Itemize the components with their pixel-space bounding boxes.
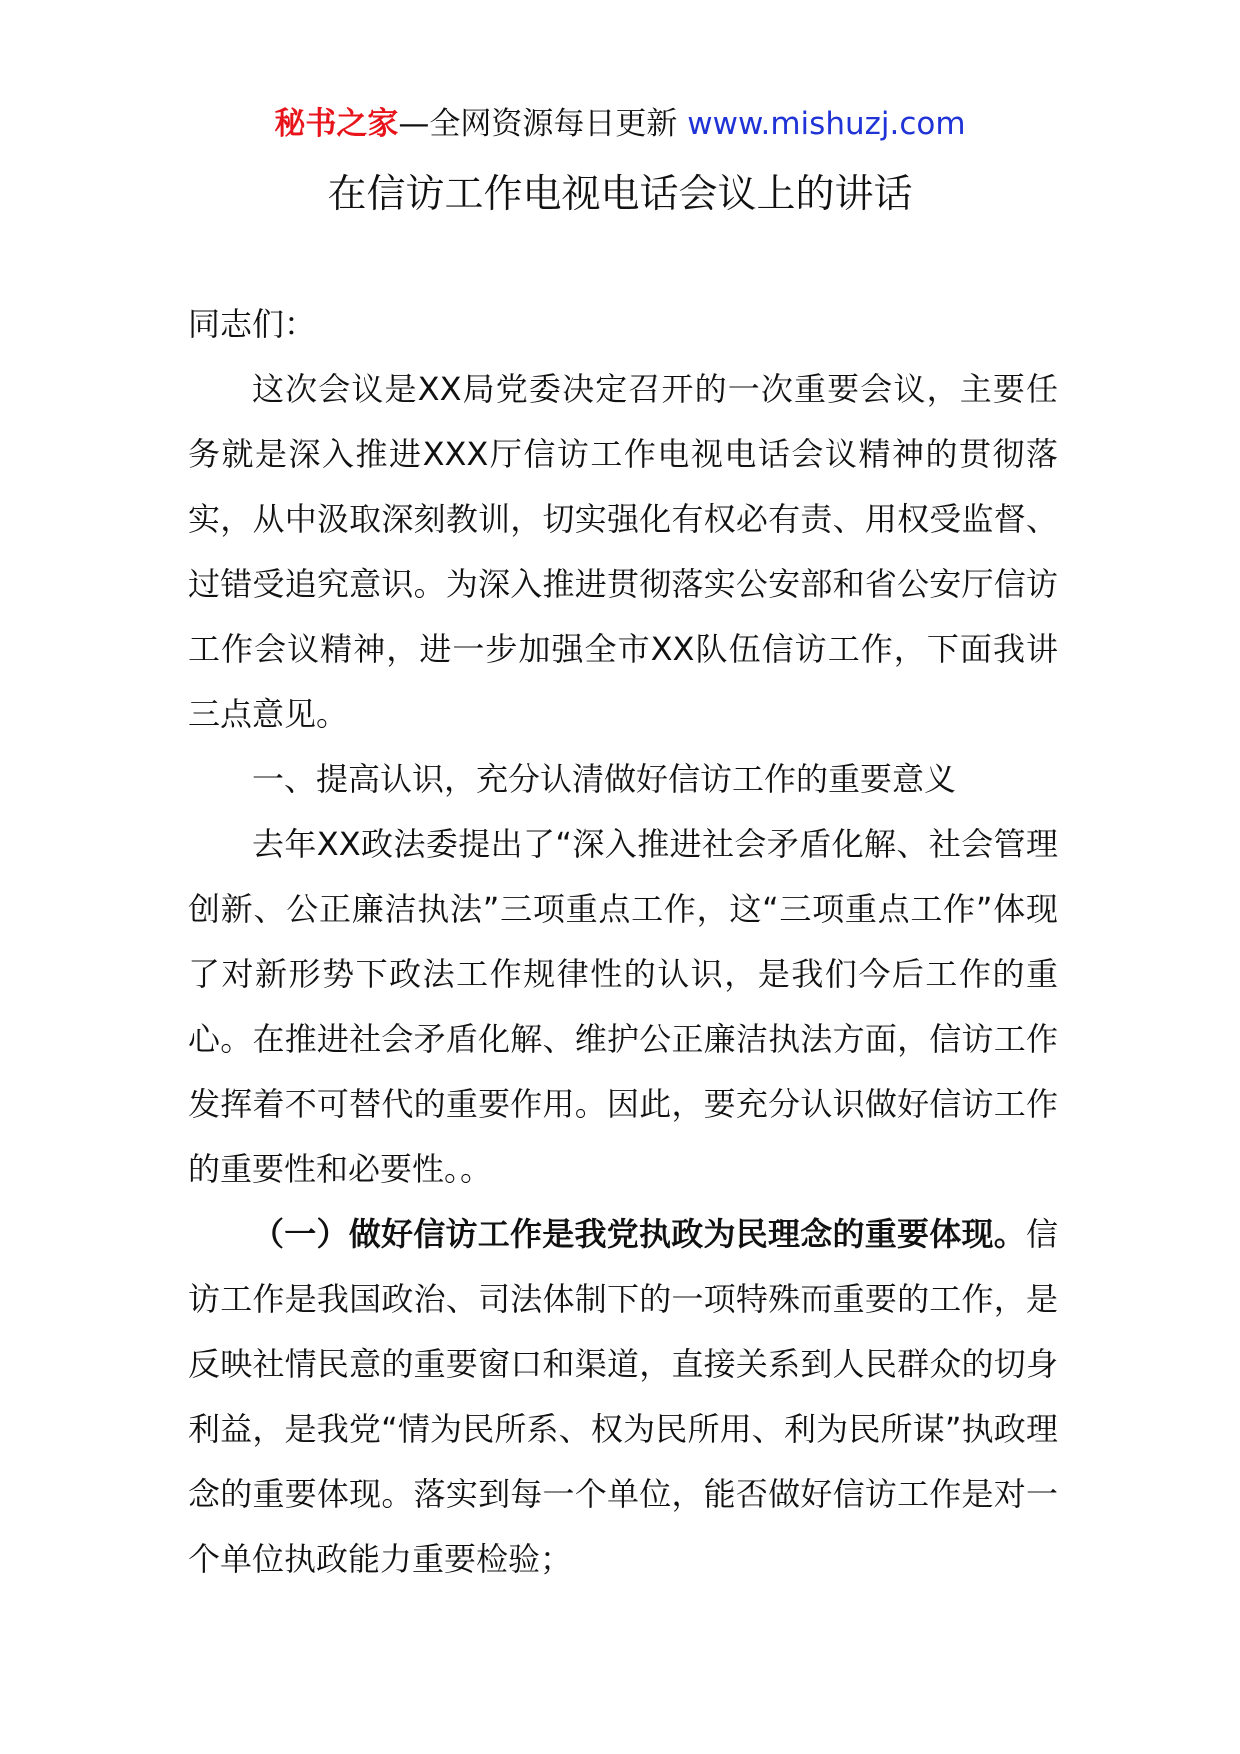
paragraph-subsection-1 [188,1202,1058,1592]
site-url-link[interactable]: www.mishuzj.com [687,106,966,142]
paragraph-section1: 去年XX政法委提出了“深入推进社会矛盾化解、社会管理创新、公正廉洁执法”三项重点工作，这“三项重点工作”体现了对新形势下政法工作规律性的认识，是我们今后工作的重心。在推进社会矛盾化解、维护公正廉洁执法方面，信访工作发挥着不可替代的重要作用。因此，要充分认识做好信访工作的重要性和必要性。。 [188,825,1058,1188]
document-body [188,292,1058,1592]
site-header [0,100,1240,148]
document-title: 在信访工作电视电话会议上的讲话 [327,172,913,217]
subsection-1-heading: （一）做好信访工作是我党执政为民理念的重要体现。 [252,1215,1026,1253]
header-slogan: —全网资源每日更新 [398,106,688,142]
paragraph-intro: 这次会议是XX局党委决定召开的一次重要会议，主要任务就是深入推进XXX厅信访工作电视电话会议精神的贯彻落实，从中汲取深刻教训，切实强化有权必有责、用权受监督、过错受追究意识。为深入推进贯彻落实公安部和省公安厅信访工作会议精神，进一步加强全市XX队伍信访工作，下面我讲三点意见。 [188,370,1058,733]
salutation: 同志们： [188,305,317,343]
subsection-1-text: 信访工作是我国政治、司法体制下的一项特殊而重要的工作，是反映社情民意的重要窗口和渠道，直接关系到人民群众的切身利益，是我党“情为民所系、权为民所用、利为民所谋”执政理念的重要体现。落实到每一个单位，能否做好信访工作是对一个单位执政能力重要检验； [188,1215,1058,1578]
section-heading-1: 一、提高认识，充分认清做好信访工作的重要意义 [252,760,957,798]
brand-name: 秘书之家 [274,106,399,142]
